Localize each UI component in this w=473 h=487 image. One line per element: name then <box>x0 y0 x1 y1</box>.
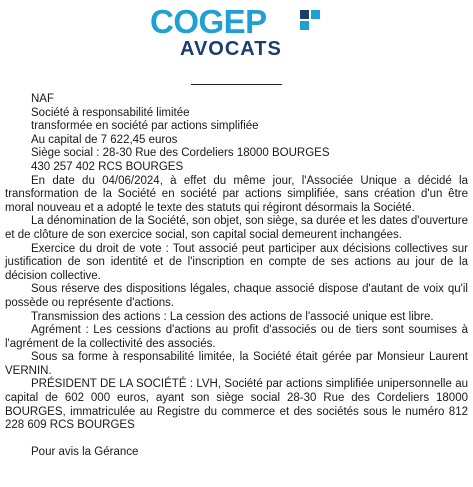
signature: Pour avis la Gérance <box>31 446 139 459</box>
separator-rule <box>191 84 282 85</box>
capital-line: Au capital de 7 622,45 euros <box>31 133 178 146</box>
cogep-logo <box>0 4 473 64</box>
logo-subtitle: AVOCATS <box>180 38 282 60</box>
logo-squares-icon <box>300 10 320 30</box>
paragraph-transformation: En date du 04/06/2024, à effet du même jour, l'Associée Unique a décidé la transformation de la Société en société par actions simplifiée, sans création d'un être moral nouveau et a adopté le texte des statuts qui régiront désormais la Société. <box>5 174 468 214</box>
paragraph-president: PRÉSIDENT DE LA SOCIÉTÉ : LVH, Société par actions simplifiée unipersonnelle au capital de 602 000 euros, ayant son siège social 28-30 Rue des Cordeliers 18000 BOURGES, immatriculée au Registre du commerce et des sociétés sous le numéro 812 228 609 RCS BOURGES <box>5 378 468 432</box>
paragraph-unchanged: La dénomination de la Société, son objet, son siège, sa durée et les dates d'ouverture et de clôture de son exercice social, son capital social demeurent inchangées. <box>5 215 468 241</box>
paragraph-former-manager: Sous sa forme à responsabilité limitée, la Société était gérée par Monsieur Laurent VERNIN. <box>5 351 468 377</box>
paragraph-approval: Agrément : Les cessions d'actions au profit d'associés ou de tiers sont soumises à l'agrément de la collectivité des associés. <box>5 324 468 350</box>
paragraph-votes: Sous réserve des dispositions légales, chaque associé dispose d'autant de voix qu'il possède ou représente d'actions. <box>5 283 468 309</box>
paragraph-share-transfer: Transmission des actions : La cession des actions de l'associé unique est libre. <box>31 310 434 323</box>
notice-header <box>5 93 468 175</box>
transformation-line: transformée en société par actions simplifiée <box>31 120 259 133</box>
rcs-number: 430 257 402 RCS BOURGES <box>31 160 184 173</box>
legal-notice <box>5 93 468 460</box>
paragraph-voting-rights: Exercice du droit de vote : Tout associé peut participer aux décisions collectives sur justification de son identité et de l'inscription en compte de ses actions au jour de la décision collective. <box>5 242 468 282</box>
legal-form: Société à responsabilité limitée <box>31 106 190 119</box>
company-name: NAF <box>31 93 54 105</box>
logo-brand-text: COGEP <box>150 3 267 40</box>
registered-office: Siège social : 28-30 Rue des Cordeliers 18000 BOURGES <box>31 147 330 160</box>
